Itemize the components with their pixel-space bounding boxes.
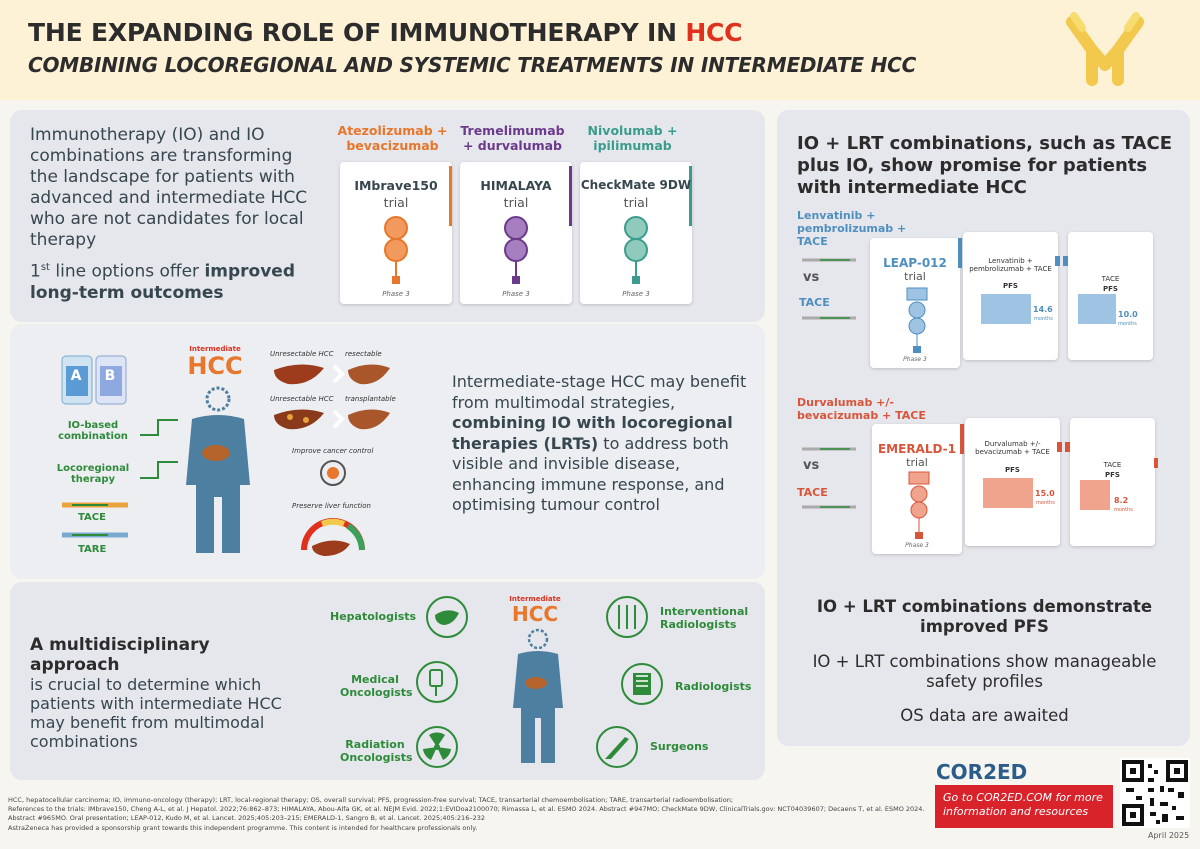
liver-transition-icon: [270, 405, 395, 435]
unresectable-label-1: Unresectable HCC: [270, 350, 334, 358]
conclusion-safety: IO + LRT combinations show manageable safety profiles: [812, 652, 1157, 691]
resectable-label: resectable: [345, 350, 382, 358]
hcc-small-label: Intermediate: [189, 345, 241, 353]
transplantable-label: transplantable: [345, 395, 396, 403]
preserve-liver-label: Preserve liver function: [292, 502, 371, 510]
tace-label: TACE: [78, 512, 106, 523]
pfs-card-leap-tace: TACE PFS 10.0 months: [1068, 232, 1153, 360]
bag-b-label: B: [104, 368, 116, 384]
hcc-label: HCC: [187, 352, 243, 380]
trial-marker-icon: [904, 470, 934, 540]
sponsor-statement: AstraZeneca has provided a sponsorship grant towards this independent programme. This content is intended for healthcare professionals only.: [8, 824, 478, 832]
conclusion-os: OS data are awaited: [900, 706, 1069, 725]
pfs-bar: [1080, 480, 1110, 510]
antibody-icon: [1060, 10, 1150, 95]
arrows-icon: [138, 400, 183, 490]
emerald-vs-label: vs: [803, 458, 820, 473]
liver-gauge-icon: [298, 512, 368, 557]
conclusion-pfs: IO + LRT combinations demonstrate improved PFS: [816, 597, 1153, 636]
pfs-bar: [981, 294, 1031, 324]
trial-drugs-2: Tremelimumab + durvalumab: [460, 123, 565, 153]
references: References to the trials: IMbrave150, Cheng A-L, et al. J Hepatol. 2022;76:862–873; HIMALAYA, Abou-Alfa GK, et al. NEJM Evid. 2022;1:EVIDoa2100070; Rimassa L, et al. ESMO 2024. Abstract #947MO; CheckMate 9DW, ClinicalTrials.gov: NCT04039607; Decaens T, et al. ESMO 2024. Abstract #965MO. Oral presentation; LEAP-012, Kudo M, et al. Lancet. 2025;405:203–215; EMERALD-1, Sangro B, et al. Lancet. 2025;405:216–232: [8, 805, 925, 822]
trial-marker-icon: [902, 286, 932, 354]
patient-figure-icon: [178, 385, 258, 560]
trial-card-emerald1: EMERALD-1 trial Phase 3: [872, 424, 962, 554]
trial-card-imbrave150: IMbrave150 trial Phase 3: [340, 162, 452, 304]
emerald-comparator-label: TACE: [797, 486, 828, 499]
trial-drugs-1: Atezolizumab + bevacizumab: [337, 123, 448, 153]
leap-vs-label: vs: [803, 270, 820, 285]
date-label: April 2025: [1148, 831, 1190, 840]
emerald-combo-label: Durvalumab +/- bevacizumab + TACE: [797, 396, 926, 422]
pfs-card-emerald-tace: TACE PFS 8.2 months: [1070, 418, 1155, 546]
leap-comparator-label: TACE: [799, 296, 830, 309]
specialist-medical-oncologists: Medical Oncologists: [340, 673, 413, 699]
unresectable-label-2: Unresectable HCC: [270, 395, 334, 403]
instruments-icon: [605, 595, 650, 640]
xray-skeleton-icon: [620, 662, 665, 707]
liver-transition-icon: [270, 360, 395, 390]
specialist-interventional-radiologists: Interventional Radiologists: [660, 605, 749, 631]
brand-logo: COR2ED: [936, 760, 1028, 784]
multidisciplinary-text: A multidisciplinary approach is crucial to determine which patients with intermediate HCC may benefit from multimodal combinations: [30, 635, 282, 751]
pfs-card-leap-combo: Lenvatinib + pembrolizumab + TACE PFS 14.6 months: [963, 232, 1058, 360]
trial-drugs-3: Nivolumab + ipilimumab: [587, 123, 678, 153]
trial-marker-icon: [616, 214, 656, 286]
bag-a-label: A: [70, 368, 82, 384]
trial-card-leap012: LEAP-012 trial Phase 3: [870, 238, 960, 368]
tare-label: TARE: [78, 544, 107, 555]
intro-outcomes: 1st line options offer improved long-term outcomes: [30, 261, 296, 303]
io-label: IO-based combination: [58, 420, 128, 442]
specialist-radiologists: Radiologists: [675, 680, 752, 693]
specialist-radiation-oncologists: Radiation Oncologists: [340, 738, 413, 764]
page-subtitle: COMBINING LOCOREGIONAL AND SYSTEMIC TREATMENTS IN INTERMEDIATE HCC: [28, 53, 917, 77]
specialist-hepatologists: Hepatologists: [330, 610, 417, 623]
iv-drip-icon: [415, 660, 460, 705]
pfs-bar: [983, 478, 1033, 508]
scalpel-icon: [595, 725, 640, 770]
hcc-small-label: Intermediate: [509, 595, 561, 603]
radiation-icon: [415, 725, 460, 770]
qr-code-icon[interactable]: [1120, 758, 1190, 828]
page-title: THE EXPANDING ROLE OF IMMUNOTHERAPY IN HCC: [28, 18, 743, 47]
pfs-bar: [1078, 294, 1116, 324]
trial-card-checkmate9dw: CheckMate 9DW trial Phase 3: [580, 162, 692, 304]
trial-marker-icon: [496, 214, 536, 286]
header-banner: [0, 0, 1200, 100]
patient-figure-icon: [510, 628, 566, 768]
syringe-icon: [800, 252, 860, 322]
lrt-label: Locoregional therapy: [56, 463, 130, 485]
trial-card-himalaya: HIMALAYA trial Phase 3: [460, 162, 572, 304]
hcc-label: HCC: [511, 602, 559, 626]
strategy-text: Intermediate-stage HCC may benefit from multimodal strategies, combining IO with locoregional therapies (LRTs) to address both visible and invisible disease, enhancing immune response, and optimising tumour control: [452, 372, 747, 514]
trial-marker-icon: [376, 214, 416, 286]
improve-control-label: Improve cancer control: [292, 447, 374, 455]
liver-icon: [425, 595, 470, 640]
pfs-card-emerald-combo: Durvalumab +/- bevacizumab + TACE PFS 15.0 months: [965, 418, 1060, 546]
intro-text: Immunotherapy (IO) and IO combinations are transforming the landscape for patients with advanced and intermediate HCC who are not candidates for local therapy: [30, 125, 308, 250]
results-title: IO + LRT combinations, such as TACE plus IO, show promise for patients with intermediate HCC: [797, 133, 1172, 198]
leap-combo-label: Lenvatinib + pembrolizumab + TACE: [797, 209, 907, 248]
abbreviations: HCC, hepatocellular carcinoma; IO, immuno-oncology (therapy); LRT, local-regional therapy; OS, overall survival; PFS, progression-free survival; TACE, transarterial chemoembolisation; TARE, transarterial radioembolisation;: [8, 796, 734, 804]
cta-link[interactable]: Go to COR2ED.COM for more information and resources: [935, 785, 1113, 828]
syringe-icon: [800, 443, 860, 513]
specialist-surgeons: Surgeons: [650, 740, 709, 753]
target-icon: [318, 458, 348, 488]
